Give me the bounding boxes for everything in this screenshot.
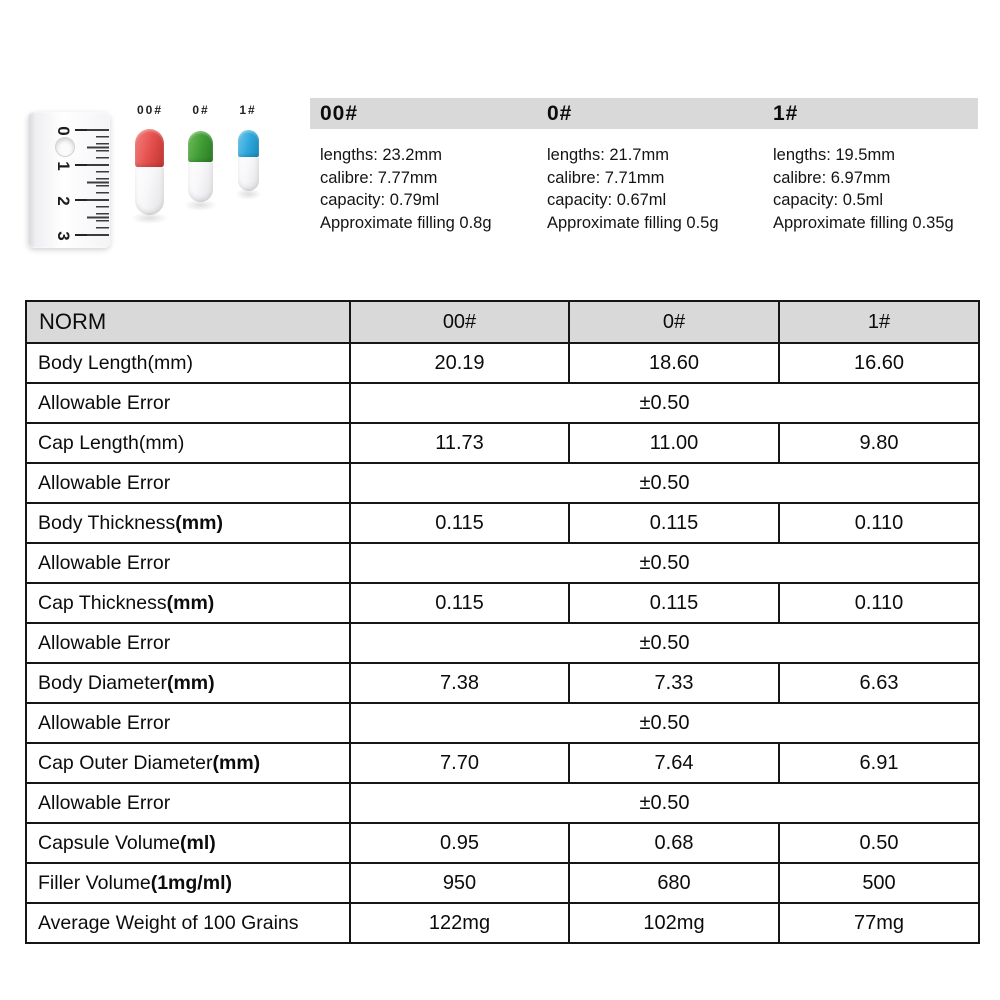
table-row: Cap Length(mm) 11.73 11.00 9.80 <box>26 423 979 463</box>
spec-heading-1: 1# <box>773 102 799 125</box>
table-header-norm: NORM <box>26 301 350 343</box>
table-header-1: 1# <box>779 301 979 343</box>
ruler-number-3: 3 <box>54 231 73 241</box>
spec-line: lengths: 19.5mm <box>773 146 895 164</box>
ruler-number-1: 1 <box>54 161 73 171</box>
table-row: Body Thickness(mm) 0.115 0.115 0.110 <box>26 503 979 543</box>
table-row: Cap Thickness(mm) 0.115 0.115 0.110 <box>26 583 979 623</box>
capsule-00-cap <box>135 129 164 167</box>
table-row: Cap Outer Diameter(mm) 7.70 7.64 6.91 <box>26 743 979 783</box>
ruler-number-2: 2 <box>54 196 73 206</box>
ruler-number-0: 0 <box>54 126 73 136</box>
capsule-label-00: 00# <box>136 103 164 117</box>
table-row: Body Diameter(mm) 7.38 7.33 6.63 <box>26 663 979 703</box>
table-row-allowable-error: Allowable Error ±0.50 <box>26 623 979 663</box>
ruler-illustration <box>28 112 110 248</box>
spec-line: Approximate filling 0.5g <box>547 213 719 232</box>
spec-column-0 <box>547 98 772 234</box>
capsule-label-0: 0# <box>192 103 210 117</box>
spec-line: Approximate filling 0.35g <box>773 213 954 232</box>
capsule-0 <box>188 131 213 202</box>
spec-line: lengths: 23.2mm <box>320 146 442 164</box>
spec-column-1 <box>773 98 998 234</box>
capsule-label-1: 1# <box>239 103 257 117</box>
table-header-0: 0# <box>569 301 779 343</box>
table-row-allowable-error: Allowable Error ±0.50 <box>26 463 979 503</box>
spec-line: capacity: 0.79ml <box>320 191 440 209</box>
spec-line: calibre: 7.71mm <box>547 168 665 187</box>
capsule-1 <box>238 130 259 191</box>
spec-line: calibre: 6.97mm <box>773 168 891 187</box>
table-row: Average Weight of 100 Grains 122mg 102mg 77mg <box>26 903 979 943</box>
capsule-0-body <box>188 162 213 202</box>
table-header-row <box>26 301 979 343</box>
capsule-1-cap <box>238 130 259 157</box>
spec-column-00 <box>320 98 545 234</box>
table-row-allowable-error: Allowable Error ±0.50 <box>26 543 979 583</box>
table-row: Filler Volume(1mg/ml) 950 680 500 <box>26 863 979 903</box>
capsule-00-body <box>135 167 164 215</box>
capsule-0-cap <box>188 131 213 162</box>
capsule-1-body <box>238 157 259 191</box>
spec-line: lengths: 21.7mm <box>547 146 669 164</box>
spec-line: calibre: 7.77mm <box>320 168 438 187</box>
ruler-ticks <box>73 129 109 239</box>
spec-line: Approximate filling 0.8g <box>320 213 492 232</box>
table-header-00: 00# <box>350 301 569 343</box>
spec-line: capacity: 0.5ml <box>773 191 884 209</box>
spec-heading-0: 0# <box>547 102 573 125</box>
spec-heading-00: 00# <box>320 102 359 125</box>
table-row-allowable-error: Allowable Error ±0.50 <box>26 383 979 423</box>
table-row-allowable-error: Allowable Error ±0.50 <box>26 703 979 743</box>
table-row: Capsule Volume(ml) 0.95 0.68 0.50 <box>26 823 979 863</box>
table-row-allowable-error: Allowable Error ±0.50 <box>26 783 979 823</box>
table-row: Body Length(mm) 20.19 18.60 16.60 <box>26 343 979 383</box>
norm-table <box>25 300 980 944</box>
spec-line: capacity: 0.67ml <box>547 191 667 209</box>
capsule-00 <box>135 129 164 215</box>
